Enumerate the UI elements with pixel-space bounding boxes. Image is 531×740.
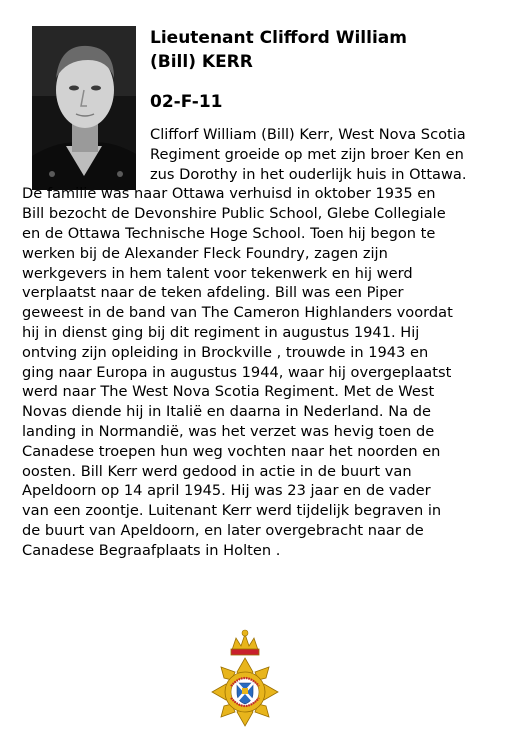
title-line-2: (Bill) KERR	[150, 52, 253, 72]
biography-line: De familie was naar Ottawa verhuisd in oktober 1935 en	[22, 185, 436, 203]
biography-line: werd naar The West Nova Scotia Regiment. Met de West	[22, 383, 435, 401]
biography-line: werken bij de Alexander Fleck Foundry, zagen zijn	[22, 244, 388, 262]
biography-line: Clifforf William (Bill) Kerr, West Nova Scotia	[150, 126, 466, 143]
biography-line: landing in Normandië, was het verzet was hevig toen de	[22, 422, 435, 440]
grave-code: 02-F-11	[150, 92, 223, 112]
biography-line: verplaatst naar de teken afdeling. Bill was een Piper	[22, 284, 404, 302]
biography-line: de buurt van Apeldoorn, en later overgebracht naar de	[22, 521, 424, 539]
biography-line: Canadese Begraafplaats in Holten .	[22, 541, 281, 559]
biography-line: en de Ottawa Technische Hoge School. Toen hij begon te	[22, 224, 436, 242]
page-title	[150, 26, 490, 74]
biography-line: oosten. Bill Kerr werd gedood in actie in de buurt van	[22, 462, 412, 480]
biography-line: Apeldoorn op 14 april 1945. Hij was 23 jaar en de vader	[22, 482, 431, 500]
biography-line: ging naar Europa in augustus 1944, waar hij overgeplaatst	[22, 363, 452, 381]
regiment-crest-icon	[210, 628, 280, 736]
biography-line: geweest in de band van The Cameron Highlanders voordat	[22, 304, 453, 322]
biography-line: van een zoontje. Luitenant Kerr werd tijdelijk begraven in	[22, 502, 442, 520]
biography-line: Canadese troepen hun weg vochten naar het noorden en	[22, 442, 441, 460]
biography-line: Regiment groeide op met zijn broer Ken en	[150, 145, 464, 163]
biography-line: werkgevers in hem talent voor tekenwerk en hij werd	[22, 264, 413, 282]
biography-line: zus Dorothy in het ouderlijk huis in Ottawa.	[150, 165, 467, 183]
biography-text	[22, 125, 512, 561]
biography-line: ontving zijn opleiding in Brockville , trouwde in 1943 en	[22, 343, 429, 361]
title-line-1: Lieutenant Clifford William	[150, 28, 407, 48]
biography-line: Bill bezocht de Devonshire Public School, Glebe Collegiale	[22, 205, 446, 223]
biography-line: hij in dienst ging bij dit regiment in augustus 1941. Hij	[22, 323, 420, 341]
biography-line: Novas diende hij in Italië en daarna in Nederland. Na de	[22, 403, 431, 421]
